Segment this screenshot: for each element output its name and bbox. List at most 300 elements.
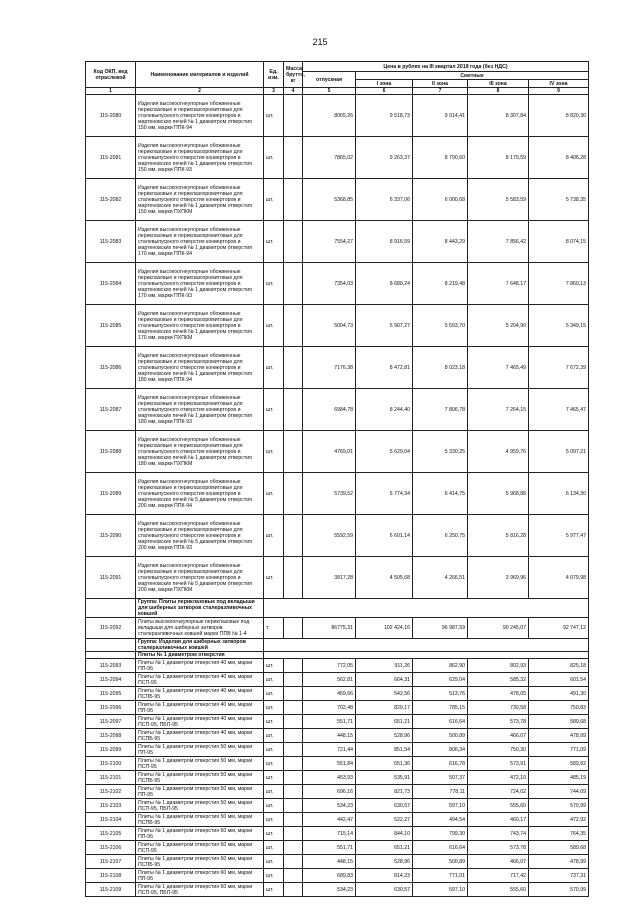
price-zone1: 844,10 bbox=[356, 827, 413, 841]
item-mass bbox=[284, 673, 303, 687]
price-zone3: 8 307,84 bbox=[468, 95, 529, 137]
item-code: 115-2095 bbox=[86, 687, 136, 701]
price-zone1: 8 244,40 bbox=[356, 389, 413, 431]
item-name: Изделия высокоогнеупорные обожженные периклазовые и периклазохромитовые для сталевыпускного отверстия конверторов и мартеновских печей № 1 диаметром отверстия 170 мм, марки ПХПКМ bbox=[136, 305, 264, 347]
header-zone4: IV зона bbox=[529, 80, 589, 88]
column-number: 4 bbox=[284, 88, 303, 95]
price-zone3: 555,60 bbox=[468, 799, 529, 813]
price-zone2: 862,90 bbox=[413, 659, 468, 673]
price-zone1: 651,21 bbox=[356, 841, 413, 855]
item-name: Плиты высокоогнеупорные периклазовые под вкладыши для шиберных затворов сталеразливочных ковшей марки ППВ № 1-4 bbox=[136, 618, 264, 639]
price-zone3: 7 856,42 bbox=[468, 221, 529, 263]
header-code: Код ОКП, вед отраслевой bbox=[86, 62, 136, 88]
price-zone1: 851,54 bbox=[356, 743, 413, 757]
item-code: 115-2081 bbox=[86, 137, 136, 179]
price-zone4: 744,09 bbox=[529, 785, 589, 799]
header-zone2: II зона bbox=[413, 80, 468, 88]
item-mass bbox=[284, 771, 303, 785]
column-numbers-row bbox=[86, 88, 589, 95]
group-code-cell bbox=[86, 599, 136, 618]
item-mass bbox=[284, 515, 303, 557]
price-zone1: 4 505,68 bbox=[356, 557, 413, 599]
item-name: Изделия высокоогнеупорные обожженные периклазовые и периклазохромитовые для сталевыпускного отверстия конверторов и мартеновских печей № 1 диаметром отверстия 170 мм, марки ППК-94 bbox=[136, 221, 264, 263]
price-otpusknaya: 721,44 bbox=[303, 743, 356, 757]
item-mass bbox=[284, 137, 303, 179]
column-number: 2 bbox=[136, 88, 264, 95]
item-mass bbox=[284, 785, 303, 799]
item-unit: шт. bbox=[264, 855, 284, 869]
price-zone3: 5 816,28 bbox=[468, 515, 529, 557]
price-otpusknaya: 7554,27 bbox=[303, 221, 356, 263]
price-otpusknaya: 448,15 bbox=[303, 729, 356, 743]
price-otpusknaya: 448,15 bbox=[303, 855, 356, 869]
table-row bbox=[86, 841, 589, 855]
price-zone1: 5 629,04 bbox=[356, 431, 413, 473]
item-mass bbox=[284, 659, 303, 673]
price-zone1: 814,23 bbox=[356, 869, 413, 883]
header-mass: Масса брутто, кг bbox=[284, 62, 303, 88]
item-mass bbox=[284, 263, 303, 305]
price-zone1: 9 518,73 bbox=[356, 95, 413, 137]
item-name: Изделия высокоогнеупорные обожженные периклазовые и периклазохромитовые для сталевыпускного отверстия конверторов и мартеновских печей № 1 диаметром отверстия 180 мм, марки ППК-94 bbox=[136, 347, 264, 389]
item-mass bbox=[284, 715, 303, 729]
item-unit: шт. bbox=[264, 883, 284, 897]
price-zone2: 9 014,41 bbox=[413, 95, 468, 137]
item-name: Плиты № 1 диаметром отверстия 40 мм, марки ПП-95 bbox=[136, 659, 264, 673]
item-unit: шт. bbox=[264, 827, 284, 841]
table-row bbox=[86, 869, 589, 883]
item-name: Изделия высокоогнеупорные обожженные периклазовые и периклазохромитовые для сталевыпускного отверстия конверторов и мартеновских печей № 5 диаметром отверстия 200 мм, марки ПХПКМ bbox=[136, 557, 264, 599]
item-code: 115-2093 bbox=[86, 659, 136, 673]
price-zone2: 8 219,48 bbox=[413, 263, 468, 305]
price-zone2: 500,89 bbox=[413, 729, 468, 743]
price-zone4: 737,31 bbox=[529, 869, 589, 883]
item-name: Изделия высокоогнеупорные обожженные периклазовые и периклазохромитовые для сталевыпускного отверстия конверторов и мартеновских печей № 1 диаметром отверстия 150 мм, марки ППК-94 bbox=[136, 95, 264, 137]
item-unit: шт. bbox=[264, 659, 284, 673]
price-zone2: 629,04 bbox=[413, 673, 468, 687]
item-name: Плиты № 1 диаметром отверстия 60 мм, марки ПСПБ-95 bbox=[136, 855, 264, 869]
item-unit: шт. bbox=[264, 673, 284, 687]
price-zone4: 8 074,15 bbox=[529, 221, 589, 263]
price-otpusknaya: 8065,26 bbox=[303, 95, 356, 137]
price-zone2: 616,64 bbox=[413, 715, 468, 729]
column-number: 1 bbox=[86, 88, 136, 95]
column-number: 3 bbox=[264, 88, 284, 95]
table-row bbox=[86, 771, 589, 785]
price-zone1: 664,31 bbox=[356, 673, 413, 687]
price-zone1: 6 774,34 bbox=[356, 473, 413, 515]
table-row bbox=[86, 785, 589, 799]
item-code: 115-2101 bbox=[86, 771, 136, 785]
price-zone1: 651,21 bbox=[356, 715, 413, 729]
item-mass bbox=[284, 841, 303, 855]
item-name: Изделия высокоогнеупорные обожженные периклазовые и периклазохромитовые для сталевыпускного отверстия конверторов и мартеновских печей № 1 диаметром отверстия 170 мм, марки ППК-93 bbox=[136, 263, 264, 305]
price-zone2: 500,89 bbox=[413, 855, 468, 869]
group-code-cell bbox=[86, 652, 136, 659]
page-number: 215 bbox=[312, 37, 328, 47]
item-code: 115-2092 bbox=[86, 618, 136, 639]
item-unit: шт. bbox=[264, 515, 284, 557]
item-name: Плиты № 1 диаметром отверстия 50 мм, марки ПП-95 bbox=[136, 785, 264, 799]
item-code: 115-2085 bbox=[86, 305, 136, 347]
price-otpusknaya: 86775,31 bbox=[303, 618, 356, 639]
price-zone3: 7 264,15 bbox=[468, 389, 529, 431]
item-mass bbox=[284, 473, 303, 515]
price-zone4: 7 465,47 bbox=[529, 389, 589, 431]
table-row bbox=[86, 557, 589, 599]
item-unit: шт. bbox=[264, 743, 284, 757]
price-otpusknaya: 551,84 bbox=[303, 757, 356, 771]
item-unit: шт. bbox=[264, 431, 284, 473]
table-row bbox=[86, 221, 589, 263]
item-unit: шт. bbox=[264, 557, 284, 599]
item-unit: шт. bbox=[264, 813, 284, 827]
price-zone3: 7 465,49 bbox=[468, 347, 529, 389]
item-code: 115-2094 bbox=[86, 673, 136, 687]
price-zone1: 5 907,27 bbox=[356, 305, 413, 347]
item-code: 115-2097 bbox=[86, 715, 136, 729]
price-zone2: 96 987,59 bbox=[413, 618, 468, 639]
item-mass bbox=[284, 729, 303, 743]
price-zone4: 6 134,30 bbox=[529, 473, 589, 515]
group-name: Группа: Плиты периклазовые под вкладыши для шиберных затворов сталеразливочных ковшей bbox=[136, 599, 264, 618]
price-zone1: 522,27 bbox=[356, 813, 413, 827]
price-zone2: 616,78 bbox=[413, 757, 468, 771]
item-name: Плиты № 1 диаметром отверстия 50 мм, марки ПСПБ-95 bbox=[136, 771, 264, 785]
price-otpusknaya: 551,71 bbox=[303, 841, 356, 855]
table-body bbox=[86, 95, 589, 897]
price-zone4: 589,68 bbox=[529, 841, 589, 855]
price-zone3: 5 583,59 bbox=[468, 179, 529, 221]
price-zone1: 528,96 bbox=[356, 855, 413, 869]
item-name: Изделия высокоогнеупорные обожженные периклазовые и периклазохромитовые для сталевыпускного отверстия конверторов и мартеновских печей № 1 диаметром отверстия 150 мм, марки ПХПКМ bbox=[136, 179, 264, 221]
price-zone2: 6 250,75 bbox=[413, 515, 468, 557]
price-zone2: 494,54 bbox=[413, 813, 468, 827]
price-zone2: 8 023,18 bbox=[413, 347, 468, 389]
price-zone4: 570,99 bbox=[529, 799, 589, 813]
price-zone3: 90 245,07 bbox=[468, 618, 529, 639]
price-zone1: 535,91 bbox=[356, 771, 413, 785]
price-otpusknaya: 534,23 bbox=[303, 883, 356, 897]
price-otpusknaya: 689,83 bbox=[303, 869, 356, 883]
price-otpusknaya: 442,47 bbox=[303, 813, 356, 827]
price-zone2: 513,76 bbox=[413, 687, 468, 701]
header-name: Наименование материалов и изделий bbox=[136, 62, 264, 88]
table-row bbox=[86, 701, 589, 715]
price-zone1: 651,36 bbox=[356, 757, 413, 771]
group-code-cell bbox=[86, 639, 136, 652]
group-name: Группа: Изделия для шиберных затворов сталеразливочных ковшей bbox=[136, 639, 264, 652]
table-row bbox=[86, 347, 589, 389]
item-unit: т bbox=[264, 618, 284, 639]
price-zone2: 6 000,68 bbox=[413, 179, 468, 221]
price-zone3: 573,78 bbox=[468, 715, 529, 729]
price-otpusknaya: 4769,01 bbox=[303, 431, 356, 473]
item-name: Плиты № 1 диаметром отверстия 50 мм, марки ПП-95 bbox=[136, 743, 264, 757]
item-code: 115-2090 bbox=[86, 515, 136, 557]
item-unit: шт. bbox=[264, 785, 284, 799]
price-zone4: 478,99 bbox=[529, 855, 589, 869]
price-zone1: 8 916,59 bbox=[356, 221, 413, 263]
price-zone3: 724,02 bbox=[468, 785, 529, 799]
price-zone1: 8 472,81 bbox=[356, 347, 413, 389]
table-header bbox=[86, 62, 589, 95]
item-unit: шт. bbox=[264, 757, 284, 771]
item-mass bbox=[284, 869, 303, 883]
item-name: Плиты № 1 диаметром отверстия 40 мм, марки ПСП-95 bbox=[136, 673, 264, 687]
price-zone1: 630,57 bbox=[356, 799, 413, 813]
table-row bbox=[86, 389, 589, 431]
table-row bbox=[86, 715, 589, 729]
item-code: 115-2108 bbox=[86, 869, 136, 883]
item-name: Изделия высокоогнеупорные обожженные периклазовые и периклазохромитовые для сталевыпускного отверстия конверторов и мартеновских печей № 1 диаметром отверстия 180 мм, марки ППК-93 bbox=[136, 389, 264, 431]
price-zone2: 507,37 bbox=[413, 771, 468, 785]
price-otpusknaya: 459,66 bbox=[303, 687, 356, 701]
item-unit: шт. bbox=[264, 347, 284, 389]
group-row bbox=[86, 599, 589, 618]
price-zone1: 8 680,24 bbox=[356, 263, 413, 305]
table-row bbox=[86, 827, 589, 841]
price-zone2: 6 414,75 bbox=[413, 473, 468, 515]
item-code: 115-2109 bbox=[86, 883, 136, 897]
item-code: 115-2089 bbox=[86, 473, 136, 515]
item-unit: шт. bbox=[264, 701, 284, 715]
price-zone1: 9 263,37 bbox=[356, 137, 413, 179]
price-zone2: 597,10 bbox=[413, 883, 468, 897]
price-zone1: 821,73 bbox=[356, 785, 413, 799]
item-mass bbox=[284, 557, 303, 599]
item-code: 115-2102 bbox=[86, 785, 136, 799]
table-row bbox=[86, 743, 589, 757]
price-zone4: 472,92 bbox=[529, 813, 589, 827]
table-row bbox=[86, 659, 589, 673]
group-empty-cell bbox=[264, 639, 589, 652]
price-zone3: 750,30 bbox=[468, 743, 529, 757]
item-code: 115-2082 bbox=[86, 179, 136, 221]
price-zone4: 7 860,13 bbox=[529, 263, 589, 305]
price-otpusknaya: 7354,03 bbox=[303, 263, 356, 305]
table-row bbox=[86, 729, 589, 743]
item-unit: шт. bbox=[264, 729, 284, 743]
price-zone3: 573,91 bbox=[468, 757, 529, 771]
price-zone4: 825,18 bbox=[529, 659, 589, 673]
item-code: 115-2104 bbox=[86, 813, 136, 827]
price-otpusknaya: 5739,52 bbox=[303, 473, 356, 515]
header-zone3: III зона bbox=[468, 80, 529, 88]
item-mass bbox=[284, 743, 303, 757]
item-name: Плиты № 1 диаметром отверстия 40 мм, марки ПСПБ-95 bbox=[136, 687, 264, 701]
price-otpusknaya: 562,81 bbox=[303, 673, 356, 687]
group-empty-cell bbox=[264, 599, 589, 618]
price-otpusknaya: 696,16 bbox=[303, 785, 356, 799]
item-code: 115-2091 bbox=[86, 557, 136, 599]
item-mass bbox=[284, 701, 303, 715]
table-row bbox=[86, 431, 589, 473]
table-row bbox=[86, 687, 589, 701]
item-unit: шт. bbox=[264, 687, 284, 701]
table-row bbox=[86, 799, 589, 813]
price-zone2: 5 330,25 bbox=[413, 431, 468, 473]
item-unit: шт. bbox=[264, 841, 284, 855]
price-zone1: 102 424,16 bbox=[356, 618, 413, 639]
item-mass bbox=[284, 757, 303, 771]
item-name: Плиты № 1 диаметром отверстия 40 мм, марки ПСП-95, ПБП-95 bbox=[136, 715, 264, 729]
price-otpusknaya: 715,14 bbox=[303, 827, 356, 841]
item-name: Плиты № 1 диаметром отверстия 60 мм, марки ПСП-95 bbox=[136, 841, 264, 855]
price-zone4: 5 349,15 bbox=[529, 305, 589, 347]
item-name: Плиты № 1 диаметром отверстия 50 мм, марки ПСПБ-95 bbox=[136, 813, 264, 827]
price-zone4: 771,09 bbox=[529, 743, 589, 757]
price-zone4: 485,19 bbox=[529, 771, 589, 785]
column-number: 6 bbox=[356, 88, 413, 95]
item-name: Плиты № 1 диаметром отверстия 60 мм, марки ПП-95 bbox=[136, 869, 264, 883]
item-name: Плиты № 1 диаметром отверстия 50 мм, марки ПСП-95, ПБП-95 bbox=[136, 799, 264, 813]
item-unit: шт. bbox=[264, 771, 284, 785]
price-zone4: 5 097,21 bbox=[529, 431, 589, 473]
price-zone3: 466,07 bbox=[468, 855, 529, 869]
price-zone3: 802,93 bbox=[468, 659, 529, 673]
item-name: Изделия высокоогнеупорные обожженные периклазовые и периклазохромитовые для сталевыпускного отверстия конверторов и мартеновских печей № 1 диаметром отверстия 180 мм, марки ПХПКМ bbox=[136, 431, 264, 473]
price-zone3: 573,78 bbox=[468, 841, 529, 855]
price-zone4: 750,83 bbox=[529, 701, 589, 715]
item-code: 115-2086 bbox=[86, 347, 136, 389]
item-mass bbox=[284, 799, 303, 813]
price-zone3: 4 959,76 bbox=[468, 431, 529, 473]
price-zone3: 7 648,17 bbox=[468, 263, 529, 305]
price-zone2: 799,30 bbox=[413, 827, 468, 841]
price-otpusknaya: 5368,85 bbox=[303, 179, 356, 221]
price-zone4: 478,99 bbox=[529, 729, 589, 743]
price-zone3: 730,58 bbox=[468, 701, 529, 715]
price-zone4: 570,99 bbox=[529, 883, 589, 897]
header-price-title: Цена в рублях на III квартал 2018 года (без НДС) bbox=[303, 62, 589, 72]
table-row bbox=[86, 95, 589, 137]
price-otpusknaya: 6984,78 bbox=[303, 389, 356, 431]
price-zone4: 5 977,47 bbox=[529, 515, 589, 557]
price-zone2: 785,15 bbox=[413, 701, 468, 715]
item-unit: шт. bbox=[264, 389, 284, 431]
item-code: 115-2106 bbox=[86, 841, 136, 855]
item-code: 115-2107 bbox=[86, 855, 136, 869]
price-otpusknaya: 551,71 bbox=[303, 715, 356, 729]
table-row bbox=[86, 618, 589, 639]
column-number: 5 bbox=[303, 88, 356, 95]
item-mass bbox=[284, 827, 303, 841]
price-zone4: 589,82 bbox=[529, 757, 589, 771]
item-name: Плиты № 1 диаметром отверстия 50 мм, марки ПСП-95 bbox=[136, 757, 264, 771]
item-code: 115-2096 bbox=[86, 701, 136, 715]
price-zone2: 771,01 bbox=[413, 869, 468, 883]
table-row bbox=[86, 179, 589, 221]
group-row bbox=[86, 639, 589, 652]
price-zone4: 491,30 bbox=[529, 687, 589, 701]
price-zone2: 4 266,51 bbox=[413, 557, 468, 599]
price-zone3: 466,07 bbox=[468, 729, 529, 743]
price-zone3: 478,05 bbox=[468, 687, 529, 701]
table-row bbox=[86, 813, 589, 827]
item-code: 115-2103 bbox=[86, 799, 136, 813]
item-code: 115-2105 bbox=[86, 827, 136, 841]
price-zone1: 829,17 bbox=[356, 701, 413, 715]
table-row bbox=[86, 137, 589, 179]
price-otpusknaya: 534,23 bbox=[303, 799, 356, 813]
price-zone2: 806,34 bbox=[413, 743, 468, 757]
item-name: Плиты № 1 диаметром отверстия 60 мм, марки ПСП-95, ПБП-95 bbox=[136, 883, 264, 897]
price-zone4: 764,35 bbox=[529, 827, 589, 841]
price-zone4: 7 672,39 bbox=[529, 347, 589, 389]
item-mass bbox=[284, 389, 303, 431]
item-unit: шт. bbox=[264, 221, 284, 263]
price-zone1: 542,56 bbox=[356, 687, 413, 701]
price-zone4: 4 079,98 bbox=[529, 557, 589, 599]
item-unit: шт. bbox=[264, 137, 284, 179]
item-code: 115-2099 bbox=[86, 743, 136, 757]
item-unit: шт. bbox=[264, 305, 284, 347]
item-mass bbox=[284, 179, 303, 221]
price-zone3: 743,74 bbox=[468, 827, 529, 841]
table-row bbox=[86, 855, 589, 869]
price-zone2: 616,64 bbox=[413, 841, 468, 855]
item-unit: шт. bbox=[264, 869, 284, 883]
price-zone3: 555,60 bbox=[468, 883, 529, 897]
price-zone1: 630,57 bbox=[356, 883, 413, 897]
price-otpusknaya: 5592,59 bbox=[303, 515, 356, 557]
item-unit: шт. bbox=[264, 715, 284, 729]
item-name: Изделия высокоогнеупорные обожженные периклазовые и периклазохромитовые для сталевыпускного отверстия конверторов и мартеновских печей № 5 диаметром отверстия 200 мм, марки ППК-94 bbox=[136, 473, 264, 515]
item-code: 115-2087 bbox=[86, 389, 136, 431]
price-zone4: 5 738,35 bbox=[529, 179, 589, 221]
item-mass bbox=[284, 813, 303, 827]
table-row bbox=[86, 883, 589, 897]
table-row bbox=[86, 263, 589, 305]
column-number: 9 bbox=[529, 88, 589, 95]
price-zone3: 5 968,88 bbox=[468, 473, 529, 515]
item-unit: шт. bbox=[264, 179, 284, 221]
price-zone3: 3 969,96 bbox=[468, 557, 529, 599]
table-row bbox=[86, 673, 589, 687]
item-code: 115-2088 bbox=[86, 431, 136, 473]
price-zone1: 6 601,14 bbox=[356, 515, 413, 557]
table-row bbox=[86, 757, 589, 771]
item-code: 115-2100 bbox=[86, 757, 136, 771]
price-otpusknaya: 7865,02 bbox=[303, 137, 356, 179]
table-row bbox=[86, 473, 589, 515]
price-otpusknaya: 5004,73 bbox=[303, 305, 356, 347]
column-number: 8 bbox=[468, 88, 529, 95]
item-mass bbox=[284, 855, 303, 869]
item-name: Плиты № 1 диаметром отверстия 60 мм, марки ПП-95 bbox=[136, 827, 264, 841]
group-row bbox=[86, 652, 589, 659]
price-zone4: 92 747,12 bbox=[529, 618, 589, 639]
item-name: Изделия высокоогнеупорные обожженные периклазовые и периклазохромитовые для сталевыпускного отверстия конверторов и мартеновских печей № 1 диаметром отверстия 150 мм, марки ППК-93 bbox=[136, 137, 264, 179]
price-zone3: 717,42 bbox=[468, 869, 529, 883]
price-otpusknaya: 7176,38 bbox=[303, 347, 356, 389]
item-code: 115-2084 bbox=[86, 263, 136, 305]
item-unit: шт. bbox=[264, 473, 284, 515]
price-zone3: 460,17 bbox=[468, 813, 529, 827]
table-row bbox=[86, 305, 589, 347]
item-name: Плиты № 1 диаметром отверстия 40 мм, марки ПСПБ-95 bbox=[136, 729, 264, 743]
price-zone3: 5 204,90 bbox=[468, 305, 529, 347]
price-zone2: 5 593,70 bbox=[413, 305, 468, 347]
price-zone2: 7 806,78 bbox=[413, 389, 468, 431]
price-zone3: 585,32 bbox=[468, 673, 529, 687]
item-unit: шт. bbox=[264, 263, 284, 305]
header-otpusknaya: отпускная bbox=[303, 72, 356, 88]
item-mass bbox=[284, 347, 303, 389]
header-smetnye: Сметные bbox=[356, 72, 589, 80]
price-otpusknaya: 772,05 bbox=[303, 659, 356, 673]
